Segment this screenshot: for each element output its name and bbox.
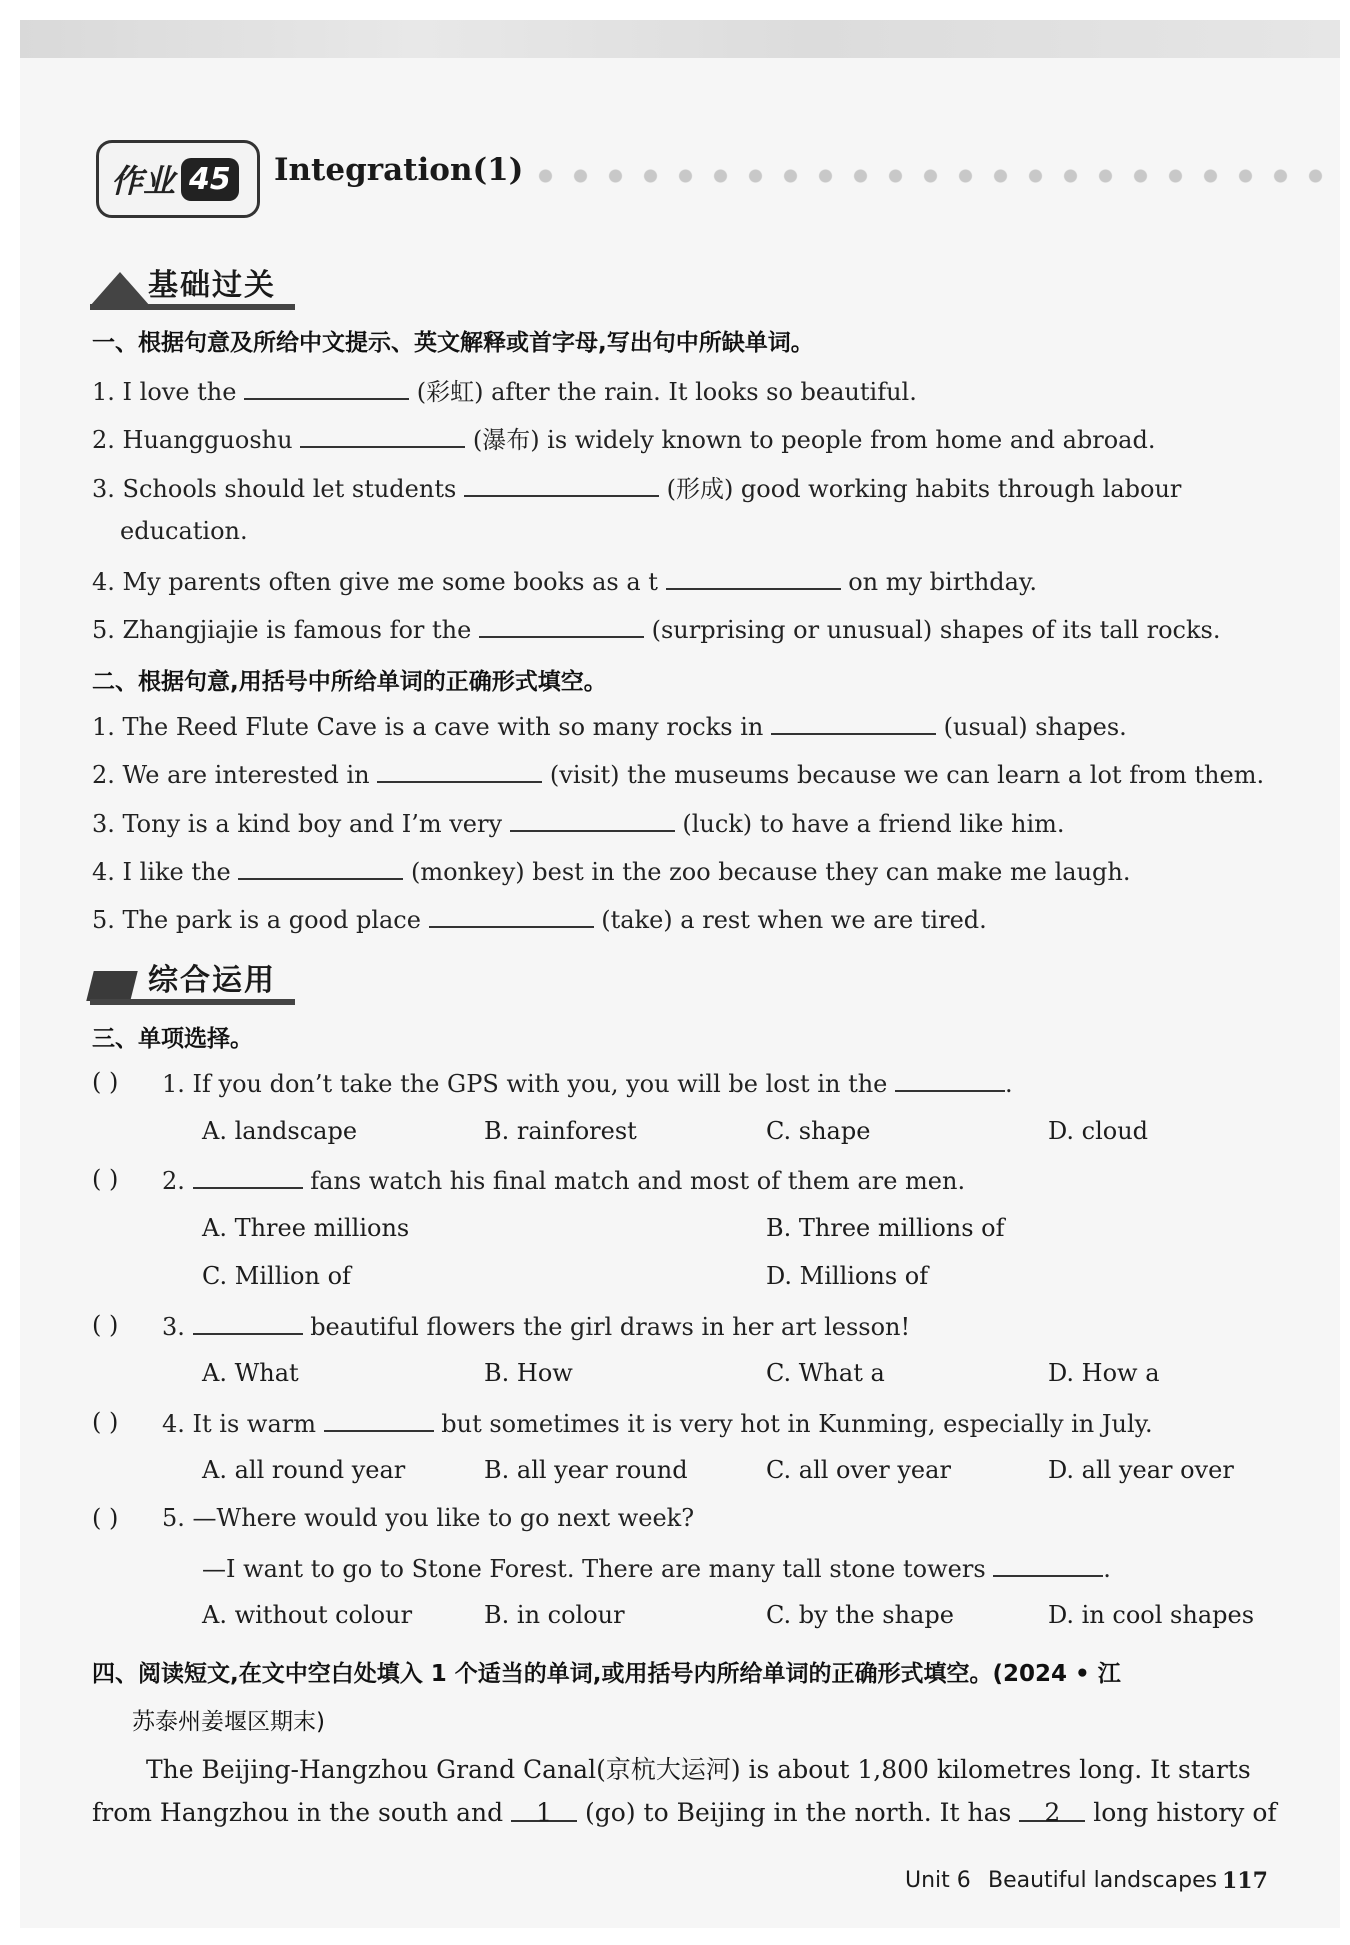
part1-question-3 — [92, 469, 1181, 504]
option-c[interactable]: C. by the shape — [766, 1601, 954, 1629]
question-text: beautiful flowers the girl draws in her art lesson! — [310, 1313, 911, 1341]
answer-blank[interactable] — [244, 376, 409, 400]
part1-instructions: 一、根据句意及所给中文提示、英文解释或首字母,写出句中所缺单词。 — [92, 330, 814, 356]
option-c[interactable]: C. What a — [766, 1359, 885, 1387]
question-text: 1. If you don’t take the GPS with you, you will be lost in the — [162, 1070, 888, 1098]
option-a[interactable]: A. What — [202, 1359, 299, 1387]
part4-instructions: 四、阅读短文,在文中空白处填入 1 个适当的单词,或用括号内所给单词的正确形式填空。(2024 • 江 — [92, 1661, 1121, 1687]
question-text: 4. My parents often give me some books as a t — [92, 568, 658, 596]
question-text: (瀑布) is widely known to people from home and abroad. — [472, 426, 1156, 454]
answer-blank[interactable] — [429, 904, 594, 928]
section-header-basic — [90, 260, 300, 310]
section-title: 基础过关 — [148, 268, 276, 303]
option-b[interactable]: B. in colour — [484, 1601, 625, 1629]
question-text: (visit) the museums because we can learn a lot from them. — [549, 761, 1265, 789]
part1-question-1 — [92, 372, 917, 407]
part2-question-5 — [92, 904, 987, 934]
mc-question-5: 5. —Where would you like to go next week? — [162, 1504, 695, 1532]
part2-question-4 — [92, 856, 1130, 886]
question-text: on my birthday. — [848, 568, 1037, 596]
question-text: 3. — [162, 1313, 185, 1341]
part1-question-4 — [92, 566, 1037, 596]
question-text: (take) a rest when we are tired. — [601, 906, 987, 934]
question-text: —I want to go to Stone Forest. There are many tall stone towers — [202, 1555, 986, 1583]
question-text: but sometimes it is very hot in Kunming, especially in July. — [441, 1410, 1153, 1438]
part2-question-1 — [92, 711, 1127, 741]
question-text: 4. I like the — [92, 858, 231, 886]
question-text: (monkey) best in the zoo because they can make me laugh. — [410, 858, 1131, 886]
part1-question-3-cont: education. — [120, 517, 248, 545]
question-text: (luck) to have a friend like him. — [682, 810, 1065, 838]
question-text: 2. — [162, 1167, 185, 1195]
passage-line-2 — [92, 1798, 1277, 1827]
homework-number: 45 — [181, 158, 239, 201]
answer-blank[interactable] — [666, 566, 841, 590]
option-b[interactable]: B. How — [484, 1359, 573, 1387]
section-block-icon — [86, 971, 137, 1001]
mc-question-1 — [162, 1068, 1013, 1098]
question-text: . — [1103, 1555, 1111, 1583]
option-b[interactable]: B. rainforest — [484, 1117, 637, 1145]
option-c[interactable]: C. all over year — [766, 1456, 951, 1484]
answer-bracket[interactable]: ( ) — [92, 1068, 119, 1096]
passage-blank-2[interactable]: 2 — [1019, 1798, 1085, 1822]
question-text: 5. Zhangjiajie is famous for the — [92, 616, 472, 644]
part3-instructions: 三、单项选择。 — [92, 1026, 253, 1052]
option-d[interactable]: D. all year over — [1048, 1456, 1234, 1484]
page-number: 117 — [1222, 1868, 1268, 1894]
option-b[interactable]: B. Three millions of — [766, 1214, 1005, 1242]
passage-line-1: The Beijing-Hangzhou Grand Canal(京杭大运河) is about 1,800 kilometres long. It starts — [146, 1755, 1251, 1784]
mountain-icon — [90, 272, 150, 306]
title-dots-decoration — [528, 168, 1328, 184]
section-underline — [90, 304, 295, 310]
option-a[interactable]: A. landscape — [202, 1117, 358, 1145]
answer-blank[interactable] — [300, 424, 465, 448]
question-text: . — [1005, 1070, 1013, 1098]
question-text: 5. The park is a good place — [92, 906, 421, 934]
answer-blank[interactable] — [771, 711, 936, 735]
answer-blank[interactable] — [238, 856, 403, 880]
option-a[interactable]: A. without colour — [202, 1601, 413, 1629]
answer-blank[interactable] — [479, 614, 644, 638]
mc-question-2 — [162, 1165, 965, 1195]
option-b[interactable]: B. all year round — [484, 1456, 688, 1484]
passage-text: (go) to Beijing in the north. It has — [585, 1798, 1012, 1827]
question-text: (形成) good working habits through labour — [666, 475, 1182, 503]
question-text: (surprising or unusual) shapes of its tall rocks. — [651, 616, 1221, 644]
answer-blank — [324, 1408, 434, 1432]
question-text: (彩虹) after the rain. It looks so beautiful. — [416, 378, 917, 406]
footer-unit: Unit 6 — [905, 1868, 971, 1893]
answer-blank — [895, 1068, 1005, 1092]
question-text: 1. The Reed Flute Cave is a cave with so many rocks in — [92, 713, 764, 741]
option-d[interactable]: D. cloud — [1048, 1117, 1149, 1145]
mc-question-4 — [162, 1408, 1153, 1438]
section-title: 综合运用 — [148, 963, 276, 998]
answer-blank[interactable] — [377, 759, 542, 783]
option-c[interactable]: C. shape — [766, 1117, 871, 1145]
answer-bracket[interactable]: ( ) — [92, 1165, 119, 1193]
homework-badge — [96, 140, 260, 218]
mc-question-3 — [162, 1311, 910, 1341]
answer-blank — [193, 1311, 303, 1335]
answer-blank[interactable] — [510, 808, 675, 832]
question-text: 3. Schools should let students — [92, 475, 457, 503]
footer-topic: Beautiful landscapes — [988, 1868, 1218, 1893]
part4-source: 苏泰州姜堰区期末) — [132, 1709, 325, 1735]
question-text: 1. I love the — [92, 378, 237, 406]
option-c[interactable]: C. Million of — [202, 1262, 351, 1290]
question-text: 3. Tony is a kind boy and I’m very — [92, 810, 503, 838]
top-scan-strip — [20, 20, 1340, 58]
question-text: 2. We are interested in — [92, 761, 370, 789]
answer-bracket[interactable]: ( ) — [92, 1504, 119, 1532]
answer-bracket[interactable]: ( ) — [92, 1408, 119, 1436]
answer-blank[interactable] — [464, 473, 659, 497]
section-underline — [90, 999, 295, 1005]
option-a[interactable]: A. Three millions — [202, 1214, 410, 1242]
part1-question-2 — [92, 420, 1155, 455]
answer-blank — [193, 1165, 303, 1189]
question-text: (usual) shapes. — [943, 713, 1127, 741]
part2-instructions: 二、根据句意,用括号中所给单词的正确形式填空。 — [92, 669, 607, 695]
section-header-comprehensive — [90, 955, 300, 1005]
option-d[interactable]: D. How a — [1048, 1359, 1160, 1387]
option-d[interactable]: D. Millions of — [766, 1262, 929, 1290]
option-a[interactable]: A. all round year — [202, 1456, 406, 1484]
mc-question-5-reply — [202, 1553, 1111, 1583]
passage-text: from Hangzhou in the south and — [92, 1798, 504, 1827]
question-text: 2. Huangguoshu — [92, 426, 293, 454]
part2-question-2 — [92, 759, 1264, 789]
question-text: 4. It is warm — [162, 1410, 316, 1438]
option-d[interactable]: D. in cool shapes — [1048, 1601, 1255, 1629]
answer-bracket[interactable]: ( ) — [92, 1311, 119, 1339]
page-title: Integration(1) — [274, 152, 524, 188]
passage-text: long history of — [1093, 1798, 1277, 1827]
homework-label: 作业 — [111, 162, 176, 200]
answer-blank — [993, 1553, 1103, 1577]
part2-question-3 — [92, 808, 1065, 838]
question-text: fans watch his final match and most of them are men. — [310, 1167, 966, 1195]
passage-blank-1[interactable]: 1 — [511, 1798, 577, 1822]
part1-question-5 — [92, 614, 1220, 644]
